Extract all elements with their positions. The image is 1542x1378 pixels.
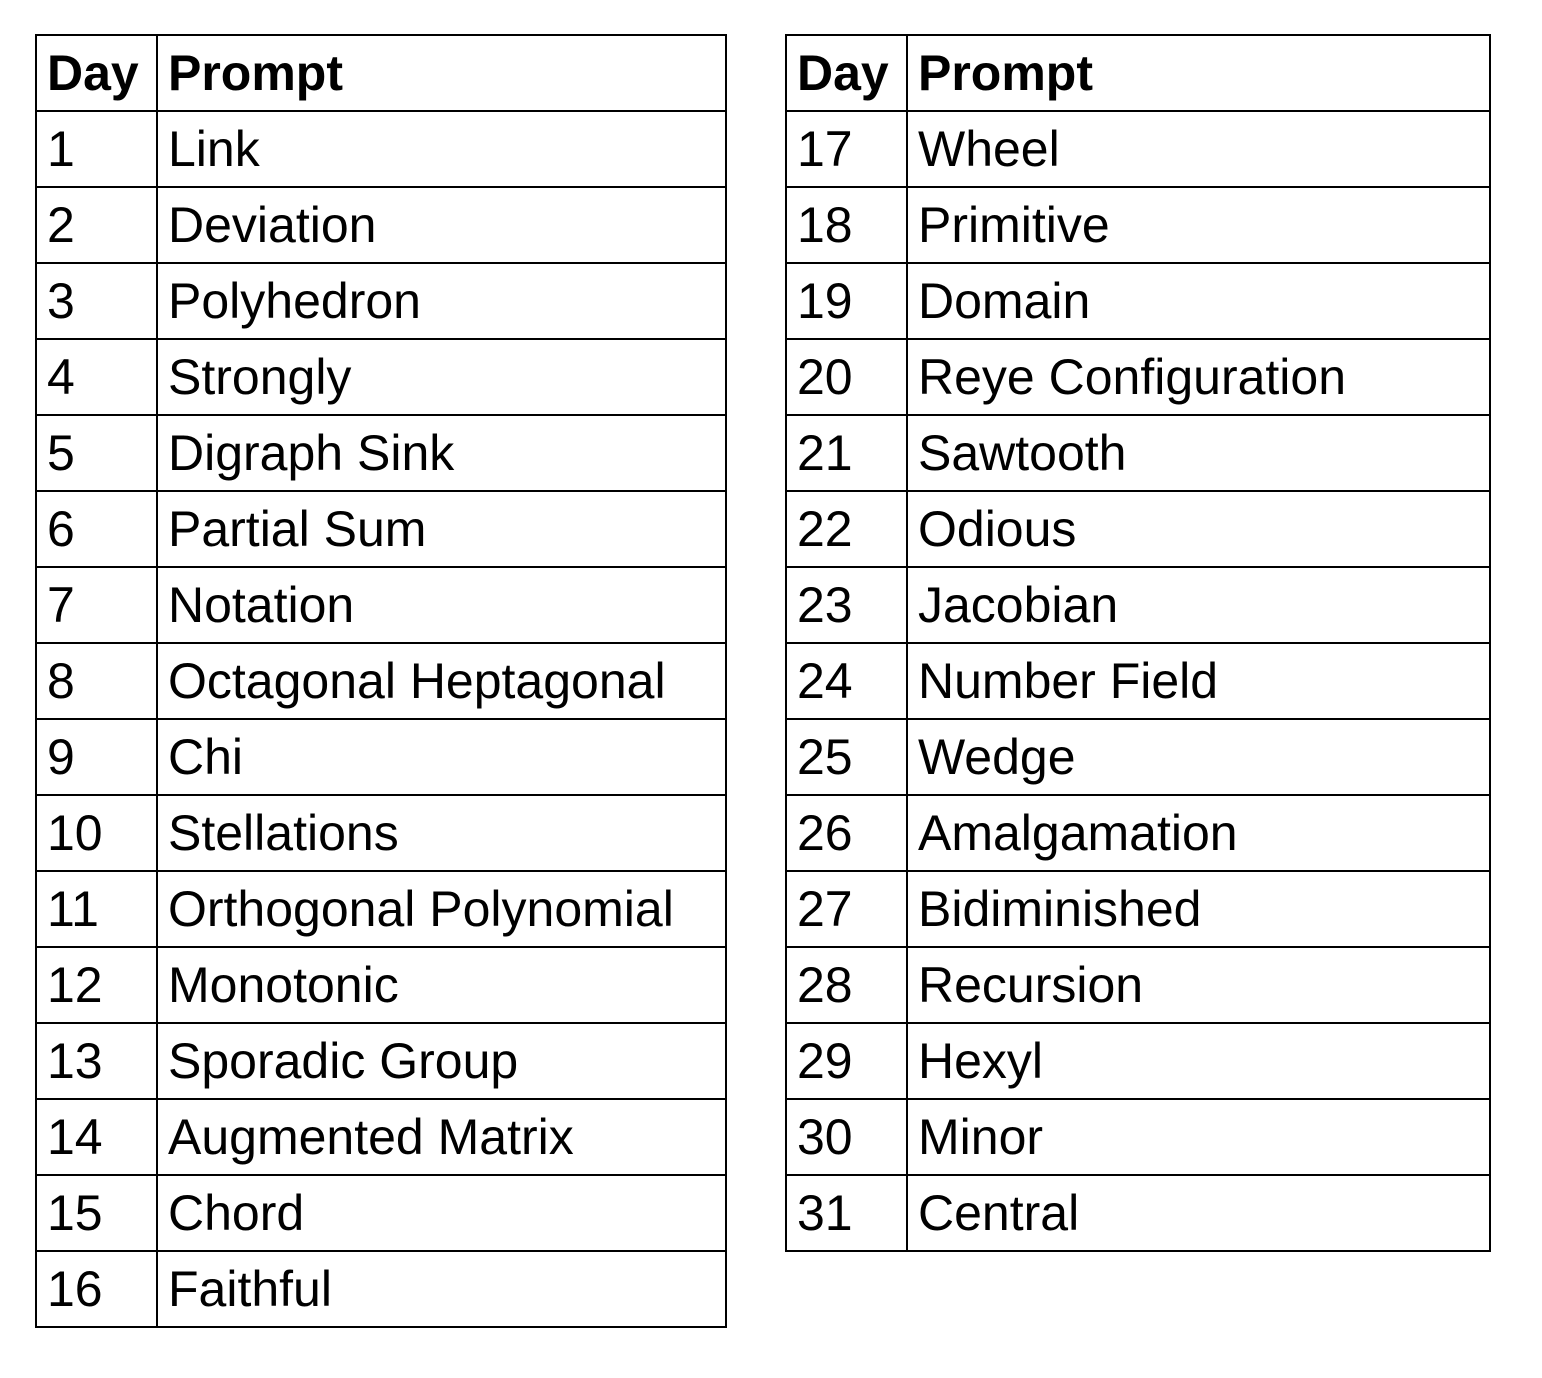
prompt-cell: Reye Configuration xyxy=(907,339,1490,415)
prompt-cell: Sawtooth xyxy=(907,415,1490,491)
prompt-cell: Notation xyxy=(157,567,726,643)
prompt-cell: Deviation xyxy=(157,187,726,263)
day-cell: 18 xyxy=(786,187,907,263)
day-cell: 21 xyxy=(786,415,907,491)
day-cell: 20 xyxy=(786,339,907,415)
table-row xyxy=(786,947,1490,1023)
day-cell: 19 xyxy=(786,263,907,339)
day-cell: 30 xyxy=(786,1099,907,1175)
table-row xyxy=(786,187,1490,263)
prompt-cell: Number Field xyxy=(907,643,1490,719)
header-day: Day xyxy=(786,35,907,111)
day-cell: 16 xyxy=(36,1251,157,1327)
day-cell: 7 xyxy=(36,567,157,643)
day-cell: 3 xyxy=(36,263,157,339)
table-row xyxy=(786,111,1490,187)
day-cell: 5 xyxy=(36,415,157,491)
day-cell: 22 xyxy=(786,491,907,567)
prompt-cell: Wedge xyxy=(907,719,1490,795)
header-day: Day xyxy=(36,35,157,111)
day-cell: 31 xyxy=(786,1175,907,1251)
day-cell: 28 xyxy=(786,947,907,1023)
table-header-row xyxy=(36,35,726,111)
day-cell: 1 xyxy=(36,111,157,187)
table-row xyxy=(786,1175,1490,1251)
prompt-cell: Chord xyxy=(157,1175,726,1251)
table-body xyxy=(786,111,1490,1251)
prompts-table-days-17-31 xyxy=(785,34,1491,1252)
prompt-cell: Polyhedron xyxy=(157,263,726,339)
header-prompt: Prompt xyxy=(907,35,1490,111)
prompt-cell: Recursion xyxy=(907,947,1490,1023)
table-row xyxy=(786,643,1490,719)
table-row xyxy=(36,1099,726,1175)
prompt-cell: Augmented Matrix xyxy=(157,1099,726,1175)
table-row xyxy=(36,1023,726,1099)
prompt-cell: Minor xyxy=(907,1099,1490,1175)
table-row xyxy=(36,339,726,415)
day-cell: 27 xyxy=(786,871,907,947)
prompt-cell: Link xyxy=(157,111,726,187)
table-row xyxy=(36,643,726,719)
table-row xyxy=(36,947,726,1023)
table-row xyxy=(36,795,726,871)
table-row xyxy=(36,719,726,795)
prompt-cell: Domain xyxy=(907,263,1490,339)
prompt-cell: Monotonic xyxy=(157,947,726,1023)
table-row xyxy=(786,339,1490,415)
prompt-cell: Octagonal Heptagonal xyxy=(157,643,726,719)
table-body xyxy=(36,111,726,1327)
day-cell: 26 xyxy=(786,795,907,871)
day-cell: 29 xyxy=(786,1023,907,1099)
day-cell: 15 xyxy=(36,1175,157,1251)
prompt-cell: Odious xyxy=(907,491,1490,567)
table-row xyxy=(36,1251,726,1327)
prompt-cell: Partial Sum xyxy=(157,491,726,567)
prompt-cell: Faithful xyxy=(157,1251,726,1327)
day-cell: 14 xyxy=(36,1099,157,1175)
table-row xyxy=(786,871,1490,947)
table-row xyxy=(36,187,726,263)
prompt-cell: Digraph Sink xyxy=(157,415,726,491)
prompt-cell: Central xyxy=(907,1175,1490,1251)
table-row xyxy=(36,415,726,491)
table-row xyxy=(36,871,726,947)
day-cell: 23 xyxy=(786,567,907,643)
day-cell: 24 xyxy=(786,643,907,719)
prompt-cell: Chi xyxy=(157,719,726,795)
table-row xyxy=(786,567,1490,643)
day-cell: 10 xyxy=(36,795,157,871)
table-header-row xyxy=(786,35,1490,111)
table-row xyxy=(786,263,1490,339)
day-cell: 8 xyxy=(36,643,157,719)
day-cell: 11 xyxy=(36,871,157,947)
table-row xyxy=(786,1099,1490,1175)
table-row xyxy=(36,1175,726,1251)
prompt-cell: Bidiminished xyxy=(907,871,1490,947)
day-cell: 12 xyxy=(36,947,157,1023)
prompt-cell: Jacobian xyxy=(907,567,1490,643)
prompt-cell: Stellations xyxy=(157,795,726,871)
prompt-cell: Amalgamation xyxy=(907,795,1490,871)
day-cell: 2 xyxy=(36,187,157,263)
prompt-cell: Wheel xyxy=(907,111,1490,187)
day-cell: 25 xyxy=(786,719,907,795)
prompt-cell: Hexyl xyxy=(907,1023,1490,1099)
table-row xyxy=(36,567,726,643)
header-prompt: Prompt xyxy=(157,35,726,111)
table-row xyxy=(786,719,1490,795)
table-row xyxy=(786,415,1490,491)
prompt-cell: Sporadic Group xyxy=(157,1023,726,1099)
day-cell: 4 xyxy=(36,339,157,415)
day-cell: 6 xyxy=(36,491,157,567)
prompts-table-days-1-16 xyxy=(35,34,727,1328)
table-row xyxy=(786,491,1490,567)
day-cell: 17 xyxy=(786,111,907,187)
prompt-cell: Primitive xyxy=(907,187,1490,263)
table-row xyxy=(786,795,1490,871)
day-cell: 13 xyxy=(36,1023,157,1099)
table-row xyxy=(786,1023,1490,1099)
day-cell: 9 xyxy=(36,719,157,795)
prompt-cell: Orthogonal Polynomial xyxy=(157,871,726,947)
table-row xyxy=(36,491,726,567)
prompt-cell: Strongly xyxy=(157,339,726,415)
table-row xyxy=(36,111,726,187)
table-row xyxy=(36,263,726,339)
